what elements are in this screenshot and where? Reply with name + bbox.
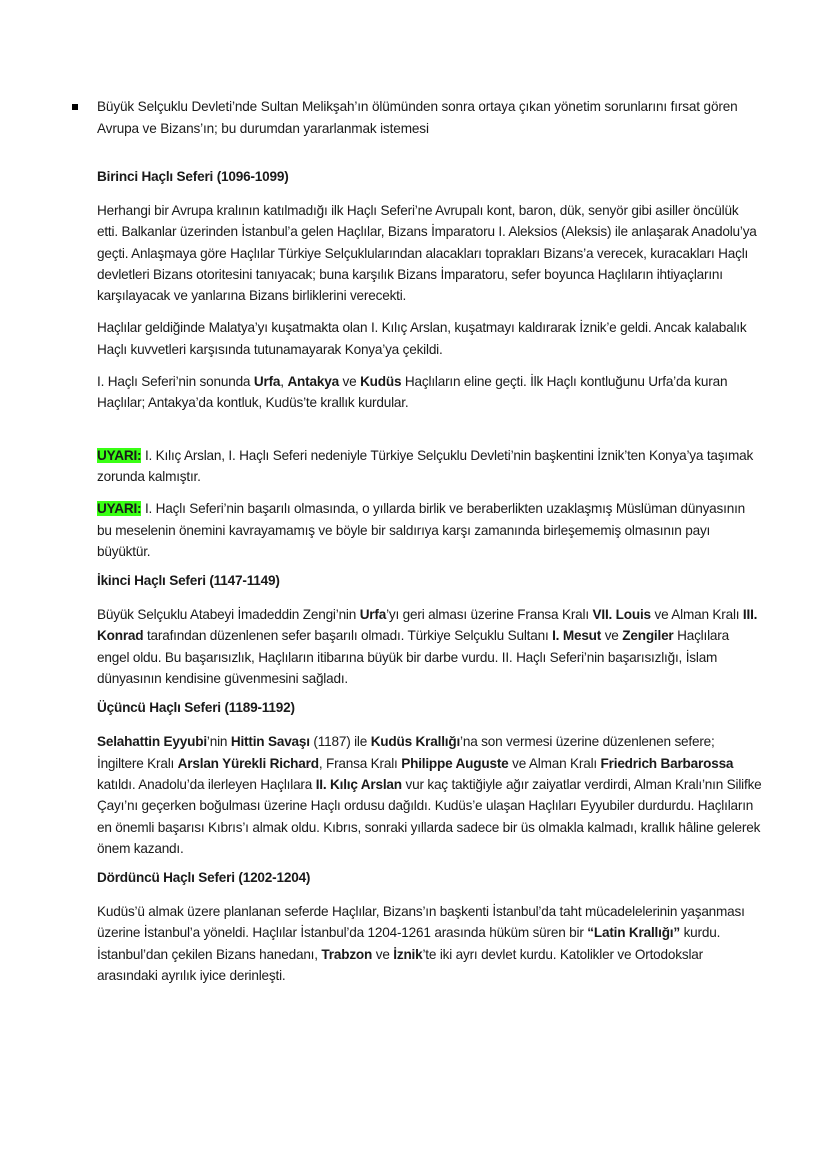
text-run: ’yı geri alması üzerine Fransa Kralı — [386, 607, 593, 623]
paragraph-fourth-crusade — [97, 901, 762, 986]
section-heading-first-crusade: Birinci Haçlı Seferi (1096-1099) — [97, 169, 289, 184]
text-run: tarafından düzenlenen sefer başarılı olmadı. Türkiye Selçuklu Sultanı — [143, 628, 553, 644]
text-run: Haçlılara engel oldu. Bu başarısızlık, Haçlıların itibarına büyük bir darbe vurdu. II. Haçlı Seferi’nin başarısızlığı, İslam dünyasının kendisine güvenmesini sağladı. — [97, 628, 729, 687]
square-bullet-icon — [72, 104, 78, 110]
document-content — [97, 167, 762, 997]
warning-note-1 — [97, 445, 762, 488]
paragraph-first-crusade-2 — [97, 317, 762, 360]
bold-term: I. Mesut — [552, 628, 602, 644]
text-run: kurdu. İstanbul’dan çekilen Bizans hanedanı, — [97, 925, 721, 962]
text-run: ’te iki ayrı devlet kurdu. Katolikler ve Ortodokslar arasındaki ayrılık iyice derinleşti. — [97, 946, 703, 984]
section-heading-fourth-crusade: Dördüncü Haçlı Seferi (1202-1204) — [97, 870, 311, 886]
text-run: , — [280, 374, 288, 390]
bold-term-urfa: Urfa — [253, 374, 281, 390]
bold-term: Philippe Auguste — [401, 755, 509, 771]
bold-term: Trabzon — [321, 946, 373, 962]
bold-term: “Latin Krallığı” — [587, 925, 680, 941]
bold-term: İznik — [393, 946, 423, 962]
bold-term: Arslan Yürekli Richard — [177, 755, 319, 771]
text-run: Kudüs’ü almak üzere planlanan seferde Haçlılar, Bizans’ın başkenti İstanbul’da taht mücadelelerinin yaşanması üzerine İstanbul’a yöneldi. Haçlılar İstanbul’da 1204-1261 arasında hüküm süren bir — [97, 904, 745, 941]
warning-text: I. Haçlı Seferi’nin başarılı olmasında, o yıllarda birlik ve beraberlikten uzaklaşmış Müslüman dünyasının bu meselenin önemini kavrayamamış ve böyle bir saldırıya karşı zamanında birleşememiş olmasının payı büyüktür. — [97, 501, 746, 559]
paragraph-third-crusade — [97, 731, 762, 859]
section-heading-third-crusade: Üçüncü Haçlı Seferi (1189-1192) — [97, 700, 295, 716]
text-run: ve Alman Kralı — [650, 607, 743, 623]
warning-label: UYARI: — [97, 501, 142, 517]
bold-term: III. Konrad — [97, 607, 758, 644]
text-run: Herhangi bir Avrupa kralının katılmadığı ilk Haçlı Seferi’ne Avrupalı kont, baron, dük, senyör gibi asiller öncülük etti. Balkanlar üzerinden İstanbul’a gelen Haçlılar, Bizans İmparatoru I. Aleksios (Aleksis) ile anlaşarak Anadolu’ya geçti. Anlaşmaya göre Haçlılar Türkiye Selçuklularından alacakları toprakları Bizans’a verecek, kuracakları Haçlı devletleri Bizans otoritesini tanıyacak; buna karşılık Bizans İmparatoru, sefer boyunca Haçlıların ihtiyaçlarını karşılayacak ve yanlarına Bizans birliklerini verecekti. — [97, 203, 757, 304]
text-run: ’nin — [206, 734, 231, 750]
warning-text: I. Kılıç Arslan, I. Haçlı Seferi nedeniyle Türkiye Selçuklu Devleti’nin başkentini İznik’ten Konya’ya taşımak zorunda kalmıştır. — [97, 447, 754, 484]
bold-term: Urfa — [359, 607, 387, 623]
bold-term: II. Kılıç Arslan — [315, 776, 402, 792]
text-run: ve Alman Kralı — [508, 755, 601, 771]
bold-term: Zengiler — [622, 628, 674, 644]
text-run: , Fransa Kralı — [318, 755, 402, 771]
text-run: vur kaç taktiğiyle ağır zaiyatlar verdirdi, Alman Kralı’nın Silifke Çayı’nı geçerken boğulması üzerine Haçlı ordusu dağıldı. Kudüs’e ulaşan Haçlıları Eyyubiler durdurdu. Haçlıların en önemli başarısı Kıbrıs’ı almak oldu. Kıbrıs, sonraki yıllarda sadece bir üs olmakla kalmadı, krallık hâline gelerek önem kazandı. — [97, 776, 762, 856]
bold-term: Selahattin Eyyubi — [97, 734, 207, 750]
text-run: katıldı. Anadolu’da ilerleyen Haçlılara — [97, 776, 316, 792]
text-run: ve — [338, 374, 361, 390]
text-run: I. Haçlı Seferi’nin sonunda — [97, 374, 254, 390]
text-run: ve — [601, 628, 623, 644]
paragraph-first-crusade-1 — [97, 200, 762, 306]
warning-note-2 — [97, 498, 762, 562]
bullet-text: Büyük Selçuklu Devleti’nde Sultan Melikşah’ın ölümünden sonra ortaya çıkan yönetim sorunlarını fırsat gören Avrupa ve Bizans’ın; bu durumdan yararlanmak istemesi — [97, 99, 738, 136]
text-run: ve — [372, 946, 394, 962]
text-run: Haçlıların eline geçti. İlk Haçlı kontluğunu Urfa’da kuran Haçlılar; Antakya’da kontluk, Kudüs’te krallık kurdular. — [97, 374, 728, 411]
paragraph-second-crusade — [97, 604, 762, 689]
bold-term: Hittin Savaşı — [230, 734, 310, 750]
text-run: Büyük Selçuklu Atabeyi İmadeddin Zengi’nin — [97, 607, 360, 623]
bold-term: Friedrich Barbarossa — [600, 755, 734, 771]
bold-term-antakya: Antakya — [287, 374, 339, 390]
text-run: Haçlılar geldiğinde Malatya’yı kuşatmakta olan I. Kılıç Arslan, kuşatmayı kaldırarak İznik’e geldi. Ancak kalabalık Haçlı kuvvetleri karşısında tutunamayarak Konya’ya çekildi. — [97, 320, 747, 357]
spacer — [97, 425, 762, 445]
text-run: ’na son vermesi üzerine düzenlenen sefere; İngiltere Kralı — [97, 734, 715, 771]
bullet-item — [72, 96, 762, 140]
warning-label: UYARI: — [97, 447, 142, 463]
bold-term: Kudüs Krallığı — [370, 734, 461, 750]
section-heading-second-crusade: İkinci Haçlı Seferi (1147-1149) — [97, 573, 280, 589]
paragraph-first-crusade-3 — [97, 371, 762, 414]
bold-term-kudus: Kudüs — [360, 374, 402, 390]
bold-term: VII. Louis — [592, 607, 651, 623]
text-run: (1187) ile — [309, 734, 371, 750]
